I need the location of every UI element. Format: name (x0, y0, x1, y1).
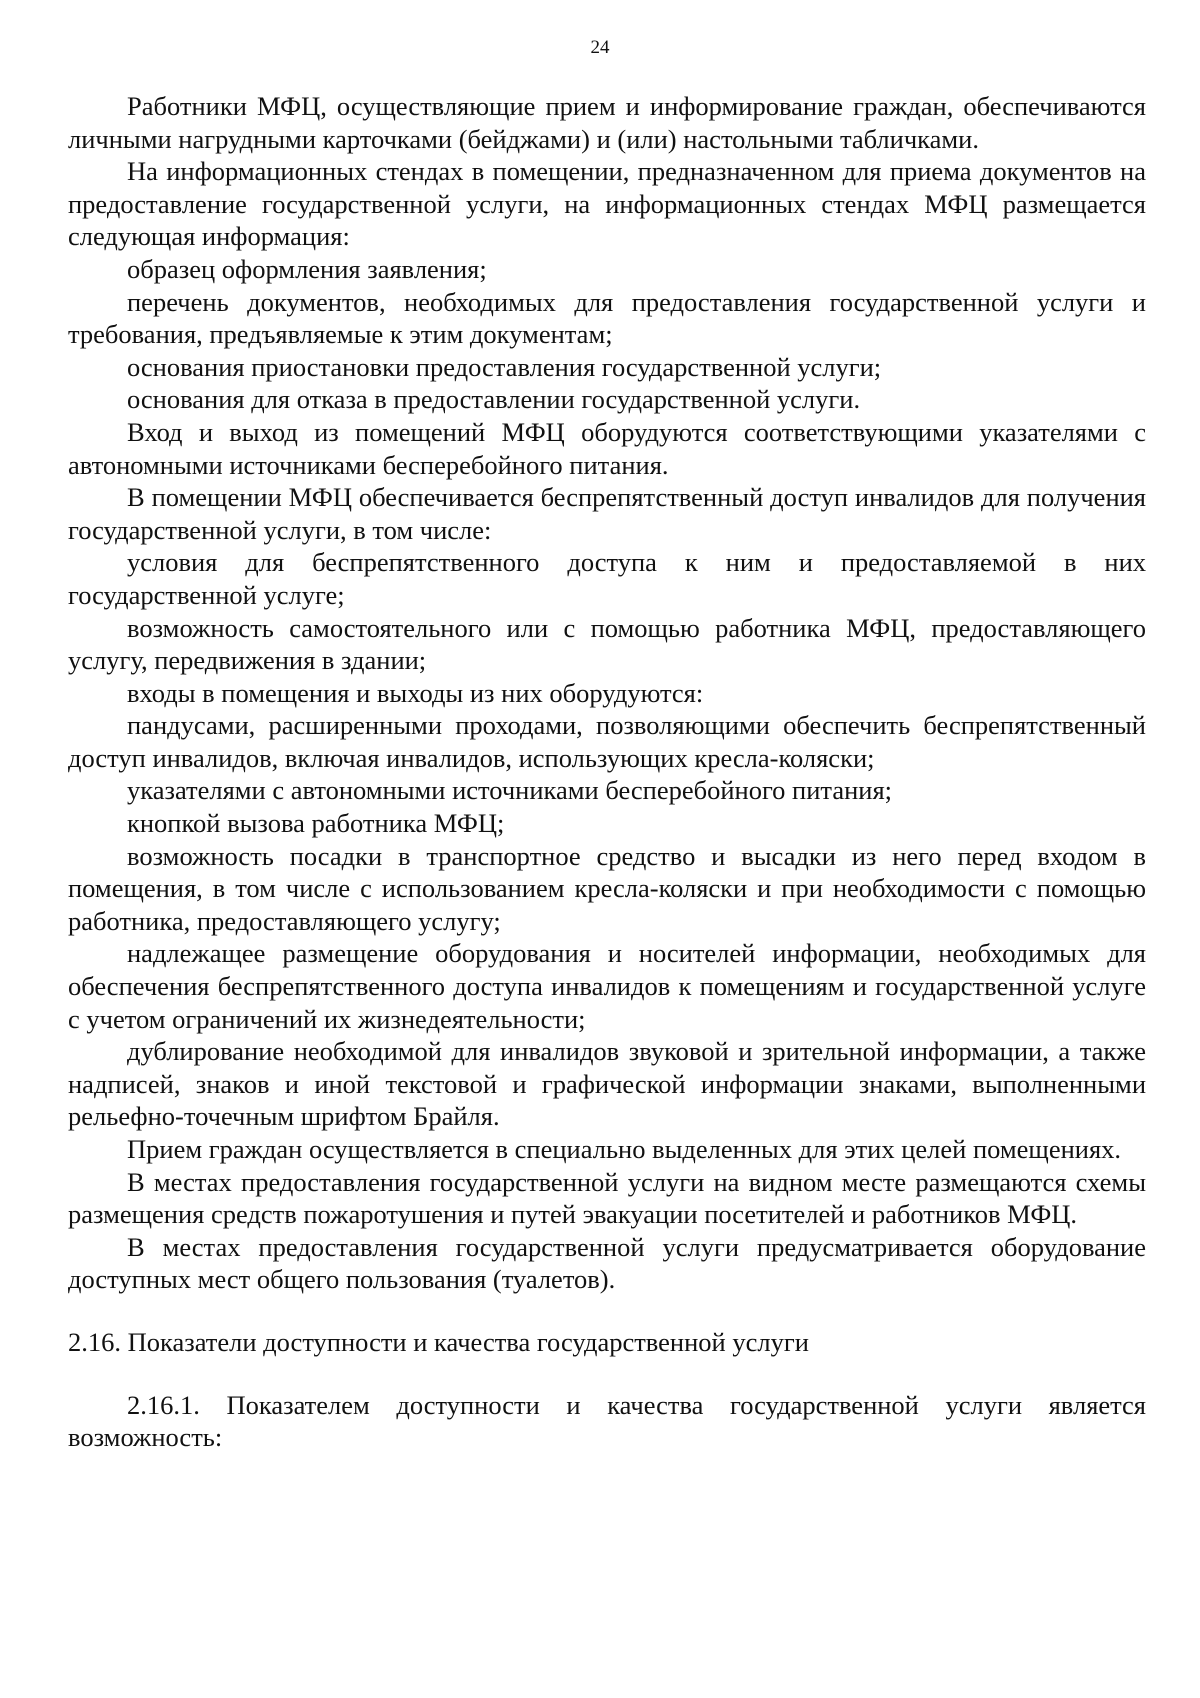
document-body (68, 90, 1146, 1454)
paragraph: Вход и выход из помещений МФЦ оборудуются соответствующими указателями с автономными источниками бесперебойного питания. (68, 416, 1146, 480)
list-item: дублирование необходимой для инвалидов звуковой и зрительной информации, а также надписей, знаков и иной текстовой и графической информации знаками, выполненными рельефно-точечным шрифтом Брайля. (68, 1036, 1146, 1132)
paragraph: На информационных стендах в помещении, предназначенном для приема документов на предоставление государственной услуги, на информационных стендах МФЦ размещается следующая информация: (68, 156, 1146, 252)
list-item: перечень документов, необходимых для предоставления государственной услуги и требования, предъявляемые к этим документам; (68, 286, 1146, 350)
section-heading: 2.16. Показатели доступности и качества государственной услуги (68, 1326, 809, 1357)
list-item: пандусами, расширенными проходами, позволяющими обеспечить беспрепятственный доступ инвалидов, включая инвалидов, использующих кресла-коляски; (68, 710, 1146, 773)
list-item: входы в помещения и выходы из них оборудуются: (127, 677, 704, 708)
page-number: 24 (590, 37, 610, 58)
list-item: образец оформления заявления; (127, 253, 487, 284)
list-item: возможность самостоятельного или с помощью работника МФЦ, предоставляющего услугу, передвижения в здании; (68, 612, 1146, 676)
list-item: возможность посадки в транспортное средство и высадки из него перед входом в помещения, в том числе с использованием кресла-коляски и при необходимости с помощью работника, предоставляющего услугу; (68, 840, 1146, 936)
paragraph: Работники МФЦ, осуществляющие прием и информирование граждан, обеспечиваются личными нагрудными карточками (бейджами) и (или) настольными табличками. (68, 91, 1146, 154)
list-item: условия для беспрепятственного доступа к ним и предоставляемой в них государственной услуге; (68, 547, 1146, 610)
list-item: надлежащее размещение оборудования и носителей информации, необходимых для обеспечения беспрепятственного доступа инвалидов к помещениям и государственной услуге с учетом ограничений их жизнедеятельности; (68, 938, 1146, 1034)
list-item: основания приостановки предоставления государственной услуги; (127, 351, 882, 382)
paragraph: В местах предоставления государственной услуги предусматривается оборудование доступных мест общего пользования (туалетов). (68, 1231, 1146, 1295)
paragraph: 2.16.1. Показателем доступности и качества государственной услуги является возможность: (68, 1389, 1146, 1453)
paragraph: Прием граждан осуществляется в специально выделенных для этих целей помещениях. (127, 1134, 1122, 1164)
paragraph: В помещении МФЦ обеспечивается беспрепятственный доступ инвалидов для получения государственной услуги, в том числе: (68, 482, 1146, 545)
list-item: основания для отказа в предоставлении государственной услуги. (127, 384, 861, 415)
list-item: кнопкой вызова работника МФЦ; (127, 808, 505, 839)
list-item: указателями с автономными источниками бесперебойного питания; (127, 775, 892, 806)
paragraph: В местах предоставления государственной услуги на видном месте размещаются схемы размещения средств пожаротушения и путей эвакуации посетителей и работников МФЦ. (68, 1166, 1146, 1230)
